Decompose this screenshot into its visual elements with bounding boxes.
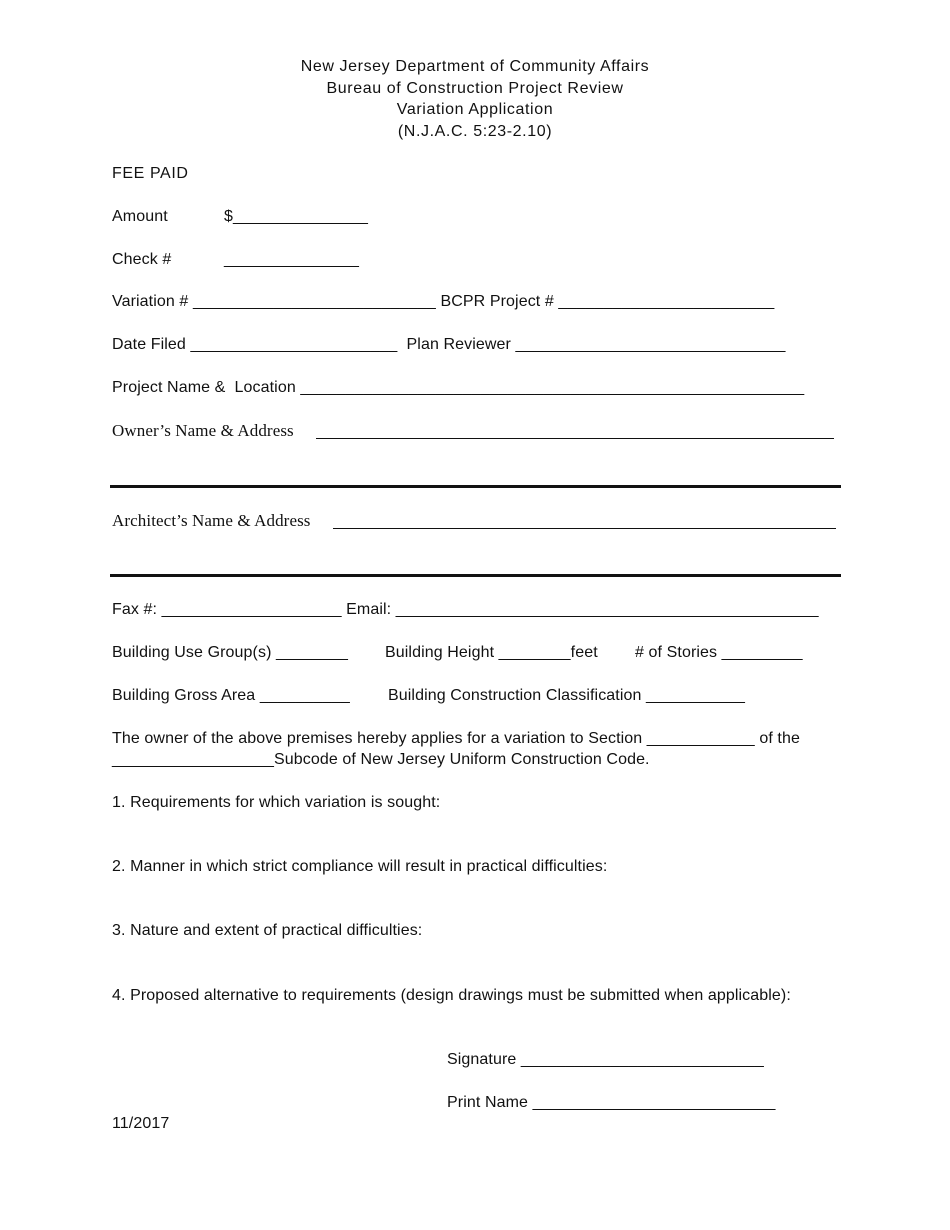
building-gross-area-field[interactable]: Building Gross Area __________ [112, 687, 350, 704]
check-number-label: Check # [112, 251, 172, 268]
signature-field[interactable]: Signature ___________________________ [447, 1051, 764, 1068]
amount-label: Amount [112, 208, 168, 225]
question-proposed-alternative: 4. Proposed alternative to requirements (design drawings must be submitted when applicable): [112, 987, 791, 1004]
architect-name-address-field[interactable] [333, 528, 836, 529]
question-requirements: 1. Requirements for which variation is sought: [112, 794, 441, 811]
divider-rule [110, 485, 841, 488]
form-revision-date: 11/2017 [112, 1115, 170, 1132]
amount-field[interactable]: $_______________ [224, 208, 368, 225]
form-header [0, 56, 950, 142]
divider-rule [110, 574, 841, 577]
fee-paid-heading: FEE PAID [112, 165, 189, 182]
variation-bcpr-project-line[interactable]: Variation # ___________________________ BCPR Project # ________________________ [112, 293, 775, 310]
owner-name-address-label: Owner’s Name & Address [112, 421, 294, 440]
fax-email-line[interactable]: Fax #: ____________________ Email: _______________________________________________ [112, 601, 819, 618]
regulation-citation: (N.J.A.C. 5:23-2.10) [397, 122, 553, 140]
form-title: Variation Application [396, 101, 554, 118]
owner-name-address-field[interactable] [316, 438, 834, 439]
variation-statement-line-1[interactable]: The owner of the above premises hereby applies for a variation to Section ____________ of the [112, 730, 800, 747]
building-height-field[interactable]: Building Height ________feet [385, 644, 598, 661]
architect-name-address-label: Architect’s Name & Address [112, 511, 311, 530]
number-of-stories-field[interactable]: # of Stories _________ [635, 644, 803, 661]
bureau-name: Bureau of Construction Project Review [326, 79, 624, 97]
project-name-location-line[interactable]: Project Name & Location ________________________________________________________ [112, 379, 805, 396]
building-use-group-field[interactable]: Building Use Group(s) ________ [112, 644, 349, 661]
question-nature-of-difficulties: 3. Nature and extent of practical difficulties: [112, 922, 423, 939]
question-manner-of-compliance: 2. Manner in which strict compliance will result in practical difficulties: [112, 858, 608, 875]
agency-name: New Jersey Department of Community Affairs [300, 58, 650, 75]
print-name-field[interactable]: Print Name ___________________________ [447, 1094, 776, 1111]
construction-classification-field[interactable]: Building Construction Classification ___________ [388, 687, 746, 704]
check-number-field[interactable]: _______________ [224, 251, 359, 268]
date-filed-plan-reviewer-line[interactable]: Date Filed _______________________ Plan Reviewer ______________________________ [112, 336, 786, 353]
variation-statement-line-2[interactable]: __________________Subcode of New Jersey Uniform Construction Code. [112, 751, 650, 768]
